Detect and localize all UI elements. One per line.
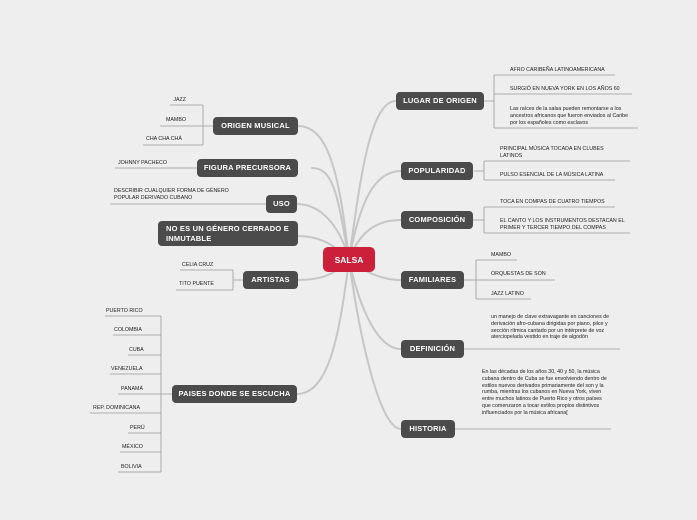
leaf-country[interactable]: BOLIVIA bbox=[121, 464, 142, 470]
leaf-uso-describir[interactable]: DESCRIBIR CUALQUIER FORMA DE GÉNERO POPULAR DERIVADO CUBANO bbox=[114, 188, 229, 201]
leaf-country[interactable]: REP. DOMINICANA bbox=[93, 405, 140, 411]
leaf-country[interactable]: PERÚ bbox=[130, 425, 145, 431]
leaf-country[interactable]: VENEZUELA bbox=[111, 366, 143, 372]
topic-historia[interactable]: HISTORIA bbox=[401, 420, 455, 438]
topic-artistas[interactable]: ARTISTAS bbox=[243, 271, 298, 289]
topic-no-es-genero-cerrado[interactable]: NO ES UN GÉNERO CERRADO E INMUTABLE bbox=[158, 221, 298, 246]
leaf-principal-musica[interactable]: PRINCIPAL MÚSICA TOCADA EN CLUBES LATINOS bbox=[500, 146, 604, 159]
central-topic[interactable]: SALSA bbox=[323, 247, 375, 272]
leaf-country[interactable]: COLOMBIA bbox=[114, 327, 142, 333]
leaf-mambo[interactable]: MAMBO bbox=[165, 117, 186, 123]
topic-popularidad[interactable]: POPULARIDAD bbox=[401, 162, 473, 180]
leaf-toca-compas[interactable]: TOCA EN COMPAS DE CUATRO TIEMPOS bbox=[500, 199, 605, 205]
leaf-country[interactable]: CUBA bbox=[129, 347, 144, 353]
leaf-surgio-nueva-york[interactable]: SURGIÓ EN NUEVA YORK EN LOS AÑOS 60 bbox=[510, 86, 620, 92]
leaf-definicion-text[interactable]: un manejo de clave extravagante en canciones de derivación afro-cubana dirigidas por piano, pilce y sección rítmica cantado por un intérprete de voz aterciopelada vestido en traje de algodón bbox=[491, 314, 610, 341]
topic-lugar-de-origen[interactable]: LUGAR DE ORIGEN bbox=[396, 92, 484, 110]
topic-composicion[interactable]: COMPOSICIÓN bbox=[401, 211, 473, 229]
topic-familiares[interactable]: FAMILIARES bbox=[401, 271, 464, 289]
leaf-country[interactable]: PUERTO RICO bbox=[106, 308, 143, 314]
leaf-celia-cruz[interactable]: CELIA CRUZ bbox=[182, 262, 214, 268]
topic-paises-donde-se-escucha[interactable]: PAISES DONDE SE ESCUCHA bbox=[172, 385, 297, 403]
leaf-country[interactable]: PANAMÁ bbox=[121, 386, 143, 392]
leaf-tito-puente[interactable]: TITO PUENTE bbox=[179, 281, 214, 287]
leaf-orquestas-son[interactable]: ORQUESTAS DE SON bbox=[491, 271, 546, 277]
leaf-canto-instrumentos[interactable]: EL CANTO Y LOS INSTRUMENTOS DESTACAN EL PRIMER Y TERCER TIEMPO DEL COMPAS bbox=[500, 218, 625, 231]
leaf-pulso-esencial[interactable]: PULSO ESENCIAL DE LA MÚSICA LATINA bbox=[500, 172, 604, 178]
leaf-johnny-pacheco[interactable]: JOHNNY PACHECO bbox=[118, 160, 167, 166]
topic-uso[interactable]: USO bbox=[266, 195, 297, 213]
leaf-jazz[interactable]: JAZZ bbox=[173, 97, 186, 103]
leaf-afro-caribena[interactable]: AFRO CARIBEÑA LATINOAMERICANA bbox=[510, 67, 605, 73]
topic-figura-precursora[interactable]: FIGURA PRECURSORA bbox=[197, 159, 298, 177]
leaf-jazz-latino[interactable]: JAZZ LATINO bbox=[491, 291, 524, 297]
leaf-mambo-familiar[interactable]: MAMBO bbox=[491, 252, 512, 258]
leaf-country[interactable]: MÉXICO bbox=[122, 444, 143, 450]
leaf-cha-cha-cha[interactable]: CHA CHA CHÁ bbox=[146, 136, 182, 142]
topic-origen-musical[interactable]: ORIGEN MUSICAL bbox=[213, 117, 298, 135]
leaf-raices-salsa[interactable]: Las raíces de la salsa pueden remontarse a los ancestros africanos que fueron enviados al Caribe por los españoles como esclavos bbox=[510, 106, 629, 126]
topic-definicion[interactable]: DEFINICIÓN bbox=[401, 340, 464, 358]
leaf-historia-text[interactable]: En las décadas de los años 30, 40 y 50, la música cubana dentro de Cuba se fue envolviendo dentro de estilos nuevos derivados primariamente del son y la rumba, mientras los cubanos en Nueva York, viven entre muchos latinos de Puerto Rico y otros países que comenzaron a tocar estilos propios distintivos influenciados por la música africana[ bbox=[482, 369, 607, 416]
